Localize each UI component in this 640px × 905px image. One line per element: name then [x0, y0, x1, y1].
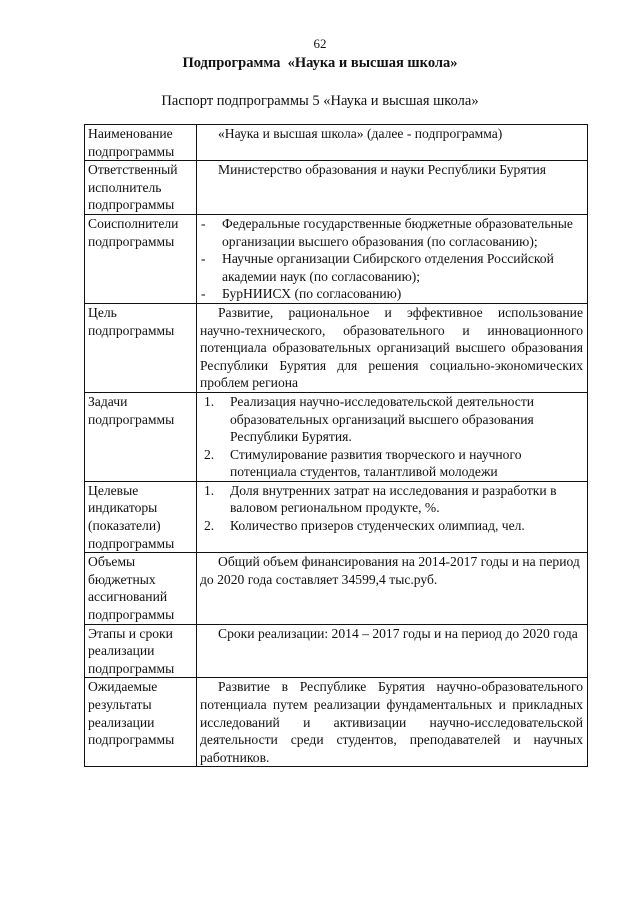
table-row [85, 624, 588, 678]
row-label-responsible: Ответственный исполнитель подпрограммы [85, 161, 197, 215]
table-row [85, 678, 588, 767]
table-row [85, 303, 588, 392]
row-value-coexecutors [197, 214, 588, 303]
row-value-name: «Наука и высшая школа» (далее - подпрограмма) [197, 125, 588, 161]
list-item: 2. Стимулирование развития творческого и научного потенциала студентов, талантливой молодежи [204, 446, 522, 480]
row-label-stages: Этапы и сроки реализации подпрограммы [85, 624, 197, 678]
row-value-indicators [197, 481, 588, 552]
list-item: - Научные организации Сибирского отделения Российской академии наук (по согласованию); [201, 251, 554, 284]
indicators-list [200, 482, 583, 535]
table-row [85, 161, 588, 215]
row-value-goal: Развитие, рациональное и эффективное использование научно-технического, образовательного и инновационного потенциала образовательных организаций высшего образования Республики Бурятия для решения социально-экономических проблем региона [197, 303, 588, 392]
page-number: 62 [313, 36, 327, 51]
row-label-tasks: Задачи подпрограммы [85, 392, 197, 481]
row-value-results: Развитие в Республике Бурятия научно-образовательного потенциала путем реализации фундаментальных и прикладных исследований и активизации научно-исследовательской деятельности среди студентов, преподавателей и научных работников. [197, 678, 588, 767]
row-label-coexecutors: Соисполнители подпрограммы [85, 214, 197, 303]
passport-table [84, 124, 588, 767]
row-value-stages: Сроки реализации: 2014 – 2017 годы и на период до 2020 года [197, 624, 588, 678]
table-row [85, 392, 588, 481]
list-item: - Федеральные государственные бюджетные образовательные организации высшего образования (по согласованию); [201, 215, 573, 249]
row-label-goal: Цель подпрограммы [85, 303, 197, 392]
subprogram-title: Подпрограмма «Наука и высшая школа» [182, 55, 458, 71]
passport-subtitle: Паспорт подпрограммы 5 «Наука и высшая школа» [161, 93, 479, 109]
list-item: 1. Доля внутренних затрат на исследования и разработки в валовом региональном продукте, %. [204, 482, 557, 516]
row-value-responsible: Министерство образования и науки Республики Бурятия [197, 161, 588, 215]
table-row [85, 214, 588, 303]
row-value-tasks [197, 392, 588, 481]
list-item: 2. Количество призеров студенческих олимпиад, чел. [204, 518, 525, 534]
coexecutors-list [200, 215, 583, 303]
list-item: 1. Реализация научно-исследовательской деятельности образовательных организаций высшего образования Республики Бурятия. [204, 393, 535, 445]
row-label-name: Наименование подпрограммы [85, 125, 197, 161]
table-row [85, 553, 588, 624]
row-label-results: Ожидаемые результаты реализации подпрограммы [85, 678, 197, 767]
table-row [85, 125, 588, 161]
row-value-budget: Общий объем финансирования на 2014-2017 годы и на период до 2020 года составляет 34599,4 тыс.руб. [197, 553, 588, 624]
tasks-list [200, 393, 583, 481]
row-label-budget: Объемы бюджетных ассигнований подпрограммы [85, 553, 197, 624]
table-row [85, 481, 588, 552]
row-label-indicators: Целевые индикаторы (показатели) подпрограммы [85, 481, 197, 552]
list-item: - БурНИИСХ (по согласованию) [201, 286, 402, 302]
